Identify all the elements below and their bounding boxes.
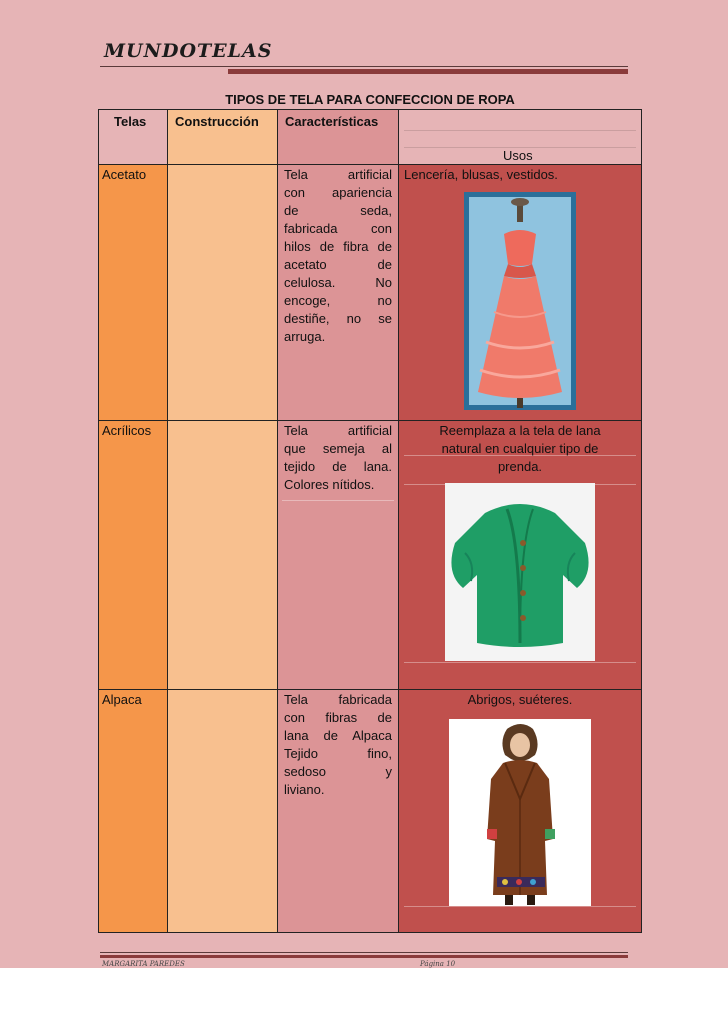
grid-line [98, 109, 642, 110]
row-acrilicos-usos: Reemplaza a la tela de lana natural en cualquier tipo de prenda. [439, 423, 601, 474]
header-rule-thick [228, 69, 628, 74]
footer-author: MARGARITA PAREDES [102, 960, 185, 968]
usos-guide-line [404, 662, 636, 663]
header-telas: Telas [114, 114, 147, 129]
caracteristicas-guide-line [282, 500, 394, 501]
grid-line [98, 420, 642, 421]
telas-column [98, 164, 167, 933]
brown-coat-photo [449, 719, 591, 906]
row-acetato-tela: Acetato [102, 167, 147, 182]
grid-line [98, 689, 642, 690]
header-caracteristicas: Características [285, 114, 379, 129]
grid-line [277, 109, 278, 933]
row-alpaca-caracteristicas: Tela fabricada con fibras de lana de Alpaca Tejido fino, sedoso y liviano. [284, 692, 392, 797]
grid-line [98, 164, 642, 165]
grid-line [641, 109, 642, 933]
row-acetato-caracteristicas: Tela artificial con apariencia de seda, fabricada con hilos de fibra de acetato de celulosa. No encoge, no destiñe, no se arruga. [284, 167, 392, 344]
header-construccion: Construcción [175, 114, 259, 129]
table-title: TIPOS DE TELA PARA CONFECCION DE ROPA [225, 92, 515, 107]
row-acetato-usos: Lencería, blusas, vestidos. [404, 167, 558, 182]
row-alpaca-tela: Alpaca [102, 692, 142, 707]
grid-line [167, 109, 168, 933]
usos-guide-line [404, 130, 636, 131]
row-acrilicos-caracteristicas: Tela artificial que semeja al tejido de lana. Colores nítidos. [284, 423, 392, 492]
brand-header: MUNDOTELAS [104, 40, 273, 62]
footer-rule-thin [100, 952, 628, 953]
header-usos: Usos [503, 148, 533, 163]
footer-rule-thick [100, 955, 628, 958]
construccion-column [167, 109, 277, 933]
footer-page-number: Página 10 [420, 960, 456, 968]
row-alpaca-usos: Abrigos, suéteres. [467, 692, 573, 707]
grid-line [98, 109, 99, 933]
usos-guide-line [404, 906, 636, 907]
green-sweater-photo [445, 483, 595, 661]
grid-line [398, 109, 399, 933]
grid-line [98, 932, 642, 933]
row-acrilicos-tela: Acrílicos [102, 423, 152, 438]
header-rule-thin [100, 66, 628, 67]
evening-dress-photo [464, 192, 576, 410]
